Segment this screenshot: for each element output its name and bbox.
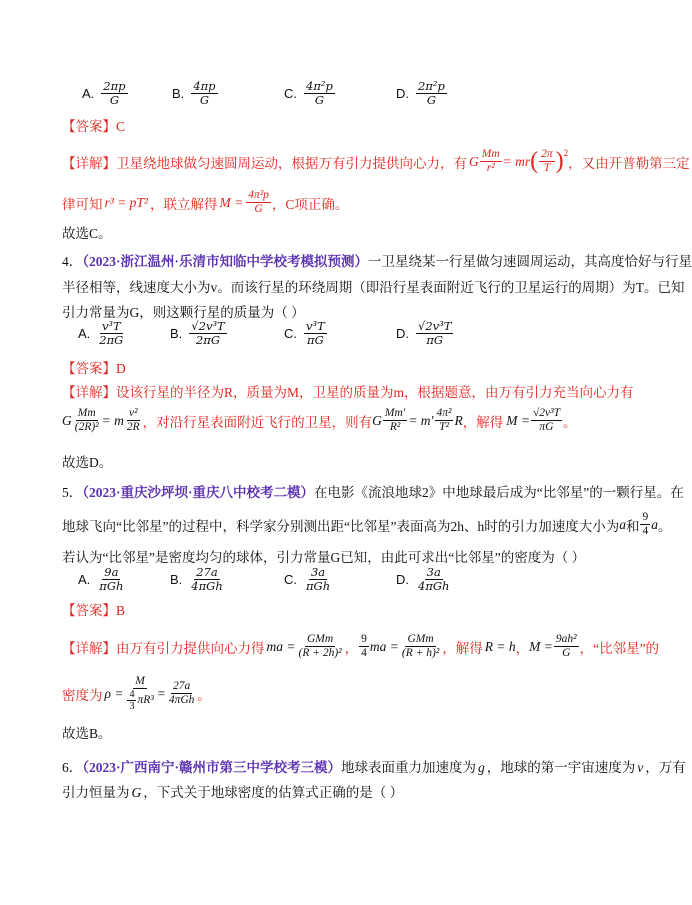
q5-option-b[interactable]: B. $\frac{27a}{\text{4πGh}}$ <box>170 565 223 593</box>
q4-conclusion: 故选D。 <box>62 455 113 470</box>
option-formula: $\frac{\text{2π²p}}{G}$ <box>418 79 445 107</box>
q5-source: （2023·重庆沙坪坝·重庆八中校考二模） <box>82 485 315 500</box>
option-label: A. <box>82 86 95 101</box>
option-label: C. <box>284 86 297 101</box>
q5-line1: 5．（2023·重庆沙坪坝·重庆八中校考二模）在电影《流浪地球2》中地球最后成为“比邻星”的一颗行星。在 <box>62 485 684 500</box>
q4-line3: 引力常量为G，则这颗行星的质量为（ ） <box>62 305 305 320</box>
q4-line1: 4．（2023·浙江温州·乐清市知临中学校考模拟预测）一卫星绕某一行星做匀速圆周运动，其高度恰好与行星 <box>62 254 692 269</box>
q3-answer: 【答案】C <box>62 119 126 134</box>
q3-conclusion: 故选C。 <box>62 226 112 241</box>
q4-detail: 【详解】设该行星的半径为R，质量为M，卫星的质量为m，根据题意，由万有引力充当向心力有 <box>62 385 634 400</box>
q4-option-c[interactable]: C. $\frac{\text{v³T}}{\pi G}$ <box>284 319 325 347</box>
q5-detail-line2: 密度为 ρ = M $\frac{4}{3}$ πR³ = $\frac{27a}{\text{4πGh}}$ 。 <box>62 675 211 712</box>
q4-option-d[interactable]: D. $\frac{\text{√2v³T}}{\pi G}$ <box>396 319 452 347</box>
q6-source: （2023·广西南宁·赣州市第三中学校考三模） <box>82 760 342 775</box>
q4-source: （2023·浙江温州·乐清市知临中学校考模拟预测） <box>82 254 369 269</box>
option-formula: $\frac{\text{4π²p}}{G}$ <box>306 79 333 107</box>
q3-option-c[interactable] <box>284 80 336 107</box>
q6-line2: 引力恒量为 G ，下式关于地球密度的估算式正确的是（ ） <box>62 785 404 800</box>
q4-line2: 半径相等，线速度大小为v。而该行星的环绕周期（即沿行星表面附近飞行的卫星运行的周期）为T。已知 <box>62 280 685 295</box>
q4-option-b[interactable]: B. $\frac{\text{√2v³T}}{2\pi G}$ <box>170 319 225 347</box>
option-label: D. <box>396 86 409 101</box>
q5-conclusion: 故选B。 <box>62 726 112 741</box>
q5-option-d[interactable]: D. $\frac{3a}{\text{4πGh}}$ <box>396 565 450 593</box>
q5-answer: 【答案】B <box>62 603 126 618</box>
q3-detail-line2: 律可知 r³ = pT² ，联立解得 M = $\frac{\text{4π²p}}{G}$ ，C项正确。 <box>62 189 349 215</box>
q4-option-a[interactable]: A. $\frac{\text{v³T}}{2\pi G}$ <box>78 319 124 347</box>
q5-option-c[interactable]: C. $\frac{3a}{\text{πGh}}$ <box>284 565 331 593</box>
q3-detail-line1: 【详解】 卫星绕地球做匀速圆周运动，根据万有引力提供向心力，有 G $\frac{Mm}{\text{r²}}$ = mr ( $\frac{2\pi}{T}$ ) $^2$ ，又由开普勒第三定 <box>62 148 690 174</box>
q5-line2: 地球飞向“比邻星”的过程中，科学家分别测出距“比邻星”表面高为2h、h时的引力加速度大小为 a 和 $\frac{9}{4}$ a 。 <box>62 511 672 537</box>
q3-option-a[interactable] <box>82 80 129 107</box>
q6-line1: 6．（2023·广西南宁·赣州市第三中学校考三模）地球表面重力加速度为 g ，地球的第一宇宙速度为 v ，万有 <box>62 760 686 775</box>
option-label: B. <box>172 86 185 101</box>
q3-option-d[interactable] <box>396 80 448 107</box>
option-formula: $\frac{2\pi p}{G}$ <box>103 79 126 107</box>
q5-detail-line1: 【详解】 由万有引力提供向心力得 ma = $\frac{\text{GMm}}{\text{(R + 2h)²}}$ ， $\frac{9}{4}$ ma = $\frac{\text{GMm}}{\text{(R + h)²}}$ ，解得 R = h ， M = $\frac{\text{9ah²}}{G}$ ，“比邻星”的 <box>62 633 660 659</box>
q5-option-a[interactable]: A. $\frac{9a}{\text{πGh}}$ <box>78 565 124 593</box>
q5-line3: 若认为“比邻星”是密度均匀的球体，引力常量G已知，由此可求出“比邻星”的密度为（ ） <box>62 550 586 565</box>
option-formula: $\frac{4\pi p}{G}$ <box>193 79 216 107</box>
q4-answer: 【答案】D <box>62 361 126 376</box>
q4-detail-formulas: G $\frac{Mm}{\text{(2R)²}}$ = m $\frac{\text{v²}}{2R}$ ，对沿行星表面附近飞行的卫星，则有 G $\frac{Mm'}{\text{R²}}$ = m′ $\frac{\text{4π²}}{\text{T²}}$ R ，解得 M = $\frac{\text{√2v³T}}{\pi G}$ 。 <box>62 407 577 433</box>
q3-option-b[interactable] <box>172 80 219 107</box>
